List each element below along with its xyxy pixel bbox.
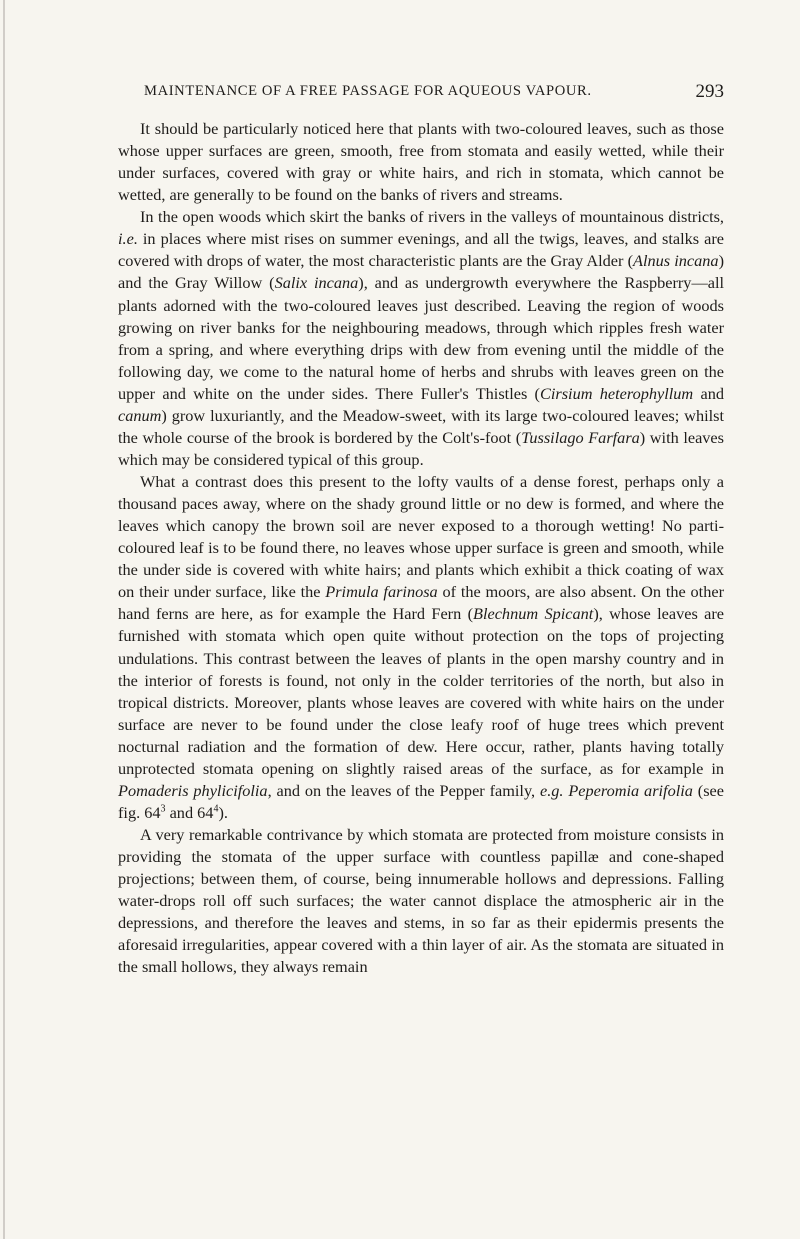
text-run: What a contrast does this present to the lofty vaults of a dense forest, perhaps only a thousand paces away, where on the shady ground little or no dew is formed, and where the leaves which canopy the brown soil are never exposed to a thorough wetting! No parti-coloured leaf is to be found there, no leaves whose upper surface is green and smooth, while the under side is covered with white hairs; and plants which exhibit a thick coating of wax on their under surface, like the (118, 472, 724, 602)
text-run: ) and the Gray Willow ( (118, 251, 724, 293)
text-run: ). (218, 802, 228, 822)
text-run: and 64 (165, 802, 214, 822)
italic-term: canum (118, 405, 162, 425)
text-run: ) with leaves which may be considered typical of this group. (118, 427, 724, 469)
text-run: and (693, 383, 724, 403)
text-run: A very remarkable contrivance by which stomata are protected from moisture consists in providing the stomata of the upper surface with countless papillæ and cone-shaped projections; between them, of course, being innumerable hollows and depressions. Falling water-drops roll off such surfaces; the water cannot displace the atmospheric air in the depressions, and therefore the leaves and stems, in so far as their epidermis presents the aforesaid irregularities, appear covered with a thin layer of air. As the stomata are situated in the small hollows, they always remain (118, 825, 724, 977)
italic-term: Alnus incana (633, 251, 719, 271)
paragraph (118, 206, 724, 471)
paragraph (118, 471, 724, 824)
page-number: 293 (695, 81, 724, 102)
text-run: ) grow luxuriantly, and the Meadow-sweet, with its large two-coloured leaves; whilst the whole course of the brook is bordered by the Colt's-foot ( (118, 405, 724, 447)
italic-term: Primula farinosa (325, 582, 438, 602)
italic-term: Cirsium heterophyllum (539, 383, 694, 403)
body-text (118, 118, 724, 978)
italic-term: Pomaderis phylicifolia (118, 780, 268, 800)
paragraph (118, 824, 724, 978)
italic-term: Blechnum Spicant (473, 604, 594, 624)
superscript: 4 (213, 803, 219, 815)
italic-term: i.e. (118, 229, 138, 249)
paragraph (118, 118, 724, 206)
italic-term: Tussilago Farfara (521, 427, 640, 447)
italic-term: Salix incana (274, 273, 359, 293)
text-run: of the moors, are also absent. On the other hand ferns are here, as for example the Hard Fern ( (118, 582, 724, 624)
superscript: 3 (160, 803, 166, 815)
text-run: ), whose leaves are furnished with stomata which open quite without protection on the tops of projecting undulations. This contrast between the leaves of plants in the open marshy country and in the interior of forests is found, not only in the colder territories of the north, but also in tropical districts. Moreover, plants whose leaves are covered with white hairs on the under surface are never to be found under the close leafy roof of huge trees which prevent nocturnal radiation and the formation of dew. Here occur, rather, plants having totally unprotected stomata opening on slightly raised areas of the surface, as for example in (118, 604, 724, 778)
text-run: in places where mist rises on summer evenings, and all the twigs, leaves, and stalks are covered with drops of water, the most characteristic plants are the Gray Alder ( (118, 229, 724, 271)
italic-term: e.g. (539, 780, 564, 800)
running-head-title: MAINTENANCE OF A FREE PASSAGE FOR AQUEOUS VAPOUR. (144, 83, 592, 99)
page-edge-shadow (3, 0, 5, 1239)
running-head (118, 83, 724, 107)
text-run: , and on the leaves of the Pepper family, (267, 780, 540, 800)
text-run: In the open woods which skirt the banks of rivers in the valleys of mountainous districts, (140, 207, 724, 227)
text-run: ), and as undergrowth everywhere the Raspberry—all plants adorned with the two-coloured leaves just described. Leaving the region of woods growing on river banks for the neighbouring meadows, through which ripples fresh water from a spring, and where everything drips with dew from evening until the middle of the following day, we come to the natural home of herbs and shrubs with leaves green on the upper and white on the under sides. There Fuller's Thistles ( (118, 273, 724, 403)
text-run: It should be particularly noticed here that plants with two-coloured leaves, such as those whose upper surfaces are green, smooth, free from stomata and easily wetted, while their under surfaces, covered with gray or white hairs, and rich in stomata, which cannot be wetted, are generally to be found on the banks of rivers and streams. (118, 119, 724, 205)
text-run: (see fig. 64 (118, 780, 724, 822)
italic-term: Peperomia arifolia (568, 780, 693, 800)
